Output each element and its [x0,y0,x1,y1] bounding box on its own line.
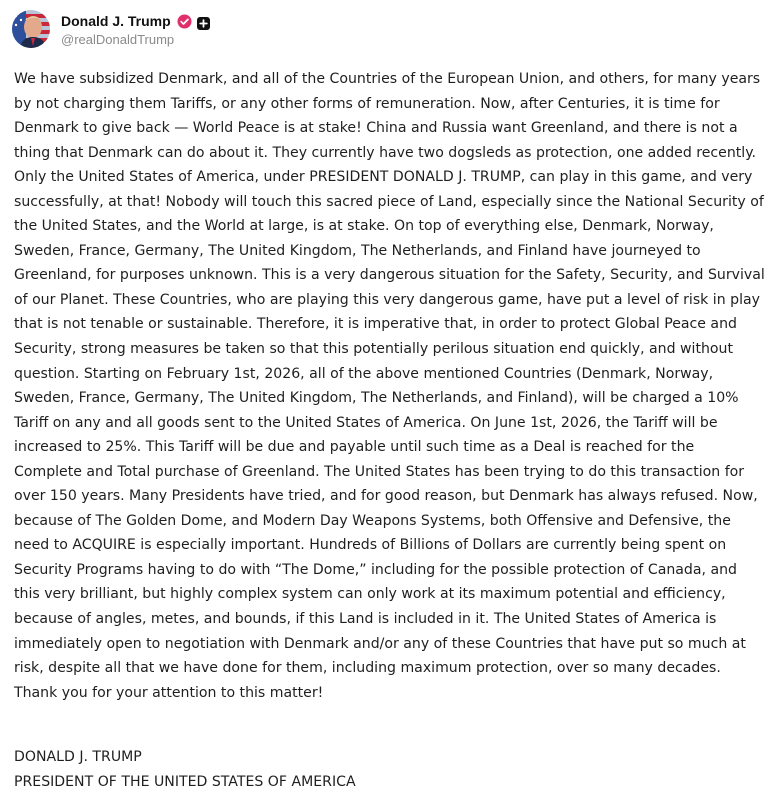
verified-badge-icon [177,14,192,29]
avatar[interactable] [12,10,50,48]
user-handle[interactable]: @realDonaldTrump [61,32,175,47]
name-row [61,11,210,31]
avatar-image [12,10,50,48]
author-identity [61,11,210,47]
post-header [12,9,210,49]
plus-badge-icon [197,15,210,28]
display-name[interactable]: Donald J. Trump [61,13,171,29]
post-signature [14,745,356,794]
signature-title: PRESIDENT OF THE UNITED STATES OF AMERICA [14,773,356,790]
signature-name: DONALD J. TRUMP [14,749,142,765]
post-body-text: We have subsidized Denmark, and all of the Countries of the European Union, and others, for many years by not charging them Tariffs, or any other forms of remuneration. Now, after Centuries, it is time for Denmark to give back — World Peace is at stake! China and Russia want Greenland, and there is not a thing that Denmark can do about it. They currently have two dogsleds as protection, one added recently. Only the United States of America, under PRESIDENT DONALD J. TRUMP, can play in this game, and very successfully, at that! Nobody will touch this sacred piece of Land, especially since the National Security of the United States, and the World at large, is at stake. On top of everything else, Denmark, Norway, Sweden, France, Germany, The United Kingdom, The Netherlands, and Finland have journeyed to Greenland, for purposes unknown. This is a very dangerous situation for the Safety, Security, and Survival of our Planet. These Countries, who are playing this very dangerous game, have put a level of risk in play that is not tenable or sustainable. Therefore, it is imperative that, in order to protect Global Peace and Security, strong measures be taken so that this potentially perilous situation end quickly, and without question. Starting on February 1st, 2026, all of the above mentioned Countries (Denmark, Norway, Sweden, France, Germany, The United Kingdom, The Netherlands, and Finland), will be charged a 10% Tariff on any and all goods sent to the United States of America. On June 1st, 2026, the Tariff will be increased to 25%. This Tariff will be due and payable until such time as a Deal is reached for the Complete and Total purchase of Greenland. The United States has been trying to do this transaction for over 150 years. Many Presidents have tried, and for good reason, but Denmark has always refused. Now, because of The Golden Dome, and Modern Day Weapons Systems, both Offensive and Defensive, the need to ACQUIRE is especially important. Hundreds of Billions of Dollars are currently being spent on Security Programs having to do with “The Dome,” including for the possible protection of Canada, and this very brilliant, but highly complex system can only work at its maximum potential and efficiency, because of angles, metes, and bounds, if this Land is included in it. The United States of America is immediately open to negotiation with Denmark and/or any of these Countries that have put so much at risk, despite all that we have done for them, including maximum protection, over so many decades. Thank you for your attention to this matter! [14,71,765,701]
